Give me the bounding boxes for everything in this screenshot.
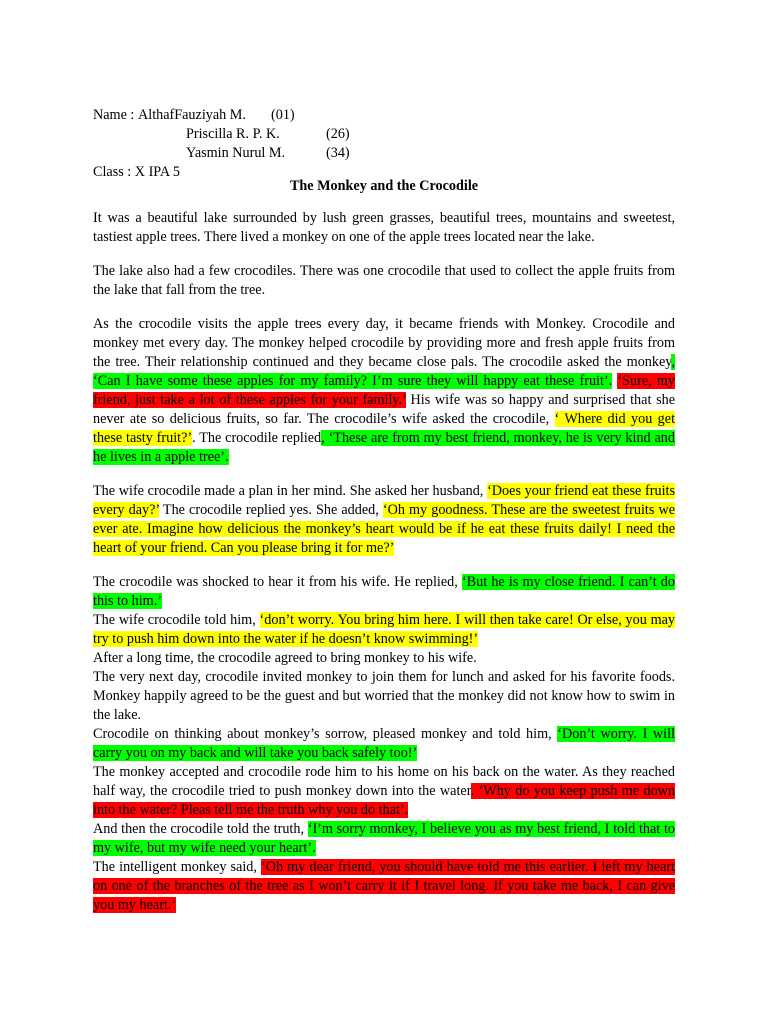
header-line-3 bbox=[93, 125, 675, 161]
member-name-1: AlthafFauziyah M. bbox=[138, 107, 246, 123]
paragraph bbox=[93, 820, 675, 858]
red-highlight: . ‘Why do you keep push me down into the water? Pleas tell me the truth why you do that’. bbox=[93, 783, 675, 818]
header-line-1 bbox=[93, 87, 675, 123]
paragraph bbox=[93, 611, 675, 649]
text-segment: The lake also had a few crocodiles. There was one crocodile that used to collect the apple fruits from the lake that fall from the tree. bbox=[93, 263, 675, 298]
paragraph bbox=[93, 262, 675, 300]
paragraph bbox=[93, 763, 675, 820]
document-title: The Monkey and the Crocodile bbox=[289, 178, 479, 194]
member-name-3: Yasmin Nurul M. bbox=[186, 145, 286, 161]
text-segment: As the crocodile visits the apple trees every day, it became friends with Monkey. Crocodile and monkey met every day. The monkey helped crocodile by providing more and fresh apple fruits from the tree. Their relationship continued and they became close pals. The crocodile asked the monkey bbox=[93, 316, 675, 370]
green-highlight: ‘Don’t worry. I will carry you on my back and will take you back safely too!’ bbox=[93, 726, 675, 761]
text-segment: The wife crocodile made a plan in her mind. She asked her husband, bbox=[93, 483, 488, 499]
text-segment: His wife was so happy and surprised that she never ate so delicious fruits, so far. The crocodile’s wife asked the crocodile, bbox=[93, 392, 675, 427]
member-number-1: (01) bbox=[271, 107, 295, 123]
member-number-2: (26) bbox=[326, 126, 350, 142]
green-highlight: , ‘Can I have some these apples for my family? I’m sure they will happy eat these fruit’. bbox=[93, 354, 675, 389]
text-segment: And then the crocodile told the truth, bbox=[93, 821, 308, 837]
paragraph bbox=[93, 725, 675, 763]
member-number-3: (34) bbox=[326, 145, 350, 161]
paragraph bbox=[93, 858, 675, 915]
text-segment: The very next day, crocodile invited monkey to join them for lunch and asked for his favorite foods. Monkey happily agreed to be the guest and but worried that the monkey did not know how to swim in the lake. bbox=[93, 669, 675, 723]
paragraph bbox=[93, 482, 675, 558]
paragraph bbox=[93, 649, 675, 668]
class-text: Class : X IPA 5 bbox=[93, 164, 180, 180]
yellow-highlight: ‘don’t worry. You bring him here. I will then take care! Or else, you may try to push him down into the water if he doesn’t know swimming!’ bbox=[93, 612, 675, 647]
member-name-2: Priscilla R. P. K. bbox=[186, 126, 280, 142]
name-label: Name : bbox=[93, 107, 138, 123]
paragraph bbox=[93, 209, 675, 247]
yellow-highlight: ‘Does your friend eat these fruits every day?’ bbox=[93, 483, 676, 518]
paragraph bbox=[93, 668, 675, 725]
red-highlight: ‘Oh my dear friend, you should have told me this earlier. I left my heart on one of the branches of the tree as I won’t carry it if I travel long. If you take me back, I can give you my heart.’ bbox=[93, 859, 675, 913]
text-segment: Crocodile on thinking about monkey’s sorrow, pleased monkey and told him, bbox=[93, 726, 558, 742]
story-body bbox=[93, 209, 675, 915]
text-segment: The crocodile was shocked to hear it from his wife. He replied, bbox=[93, 574, 462, 590]
text-segment: It was a beautiful lake surrounded by lush green grasses, beautiful trees, mountains and sweetest, tastiest apple trees. There lived a monkey on one of the apple trees located near the lake. bbox=[93, 210, 675, 245]
green-highlight: , ‘These are from my best friend, monkey, he is very kind and he lives in a apple tree’. bbox=[93, 430, 675, 465]
yellow-highlight: ‘Oh my goodness. These are the sweetest fruits we ever ate. Imagine how delicious the monkey’s heart would be if he eat these fruits daily! I need the heart of your friend. Can you please bring it for me?’ bbox=[93, 502, 675, 556]
paragraph bbox=[93, 315, 675, 467]
green-highlight: ‘But he is my close friend. I can’t do this to him.’ bbox=[93, 574, 675, 609]
yellow-highlight: ‘ Where did you get these tasty fruit?’ bbox=[93, 411, 676, 446]
text-segment: The wife crocodile told him, bbox=[93, 612, 260, 628]
green-highlight: ‘I’m sorry monkey, I believe you as my best friend, I told that to my wife, but my wife need your heart’. bbox=[93, 821, 675, 856]
class-line bbox=[93, 144, 675, 180]
red-highlight: ‘Sure, my friend, just take a lot of these apples for your family.’ bbox=[93, 373, 676, 408]
text-segment: . The crocodile replied bbox=[192, 430, 322, 446]
text-segment: The crocodile replied yes. She added, bbox=[159, 502, 383, 518]
text-segment: The intelligent monkey said, bbox=[93, 859, 261, 875]
header-line-2 bbox=[93, 106, 675, 142]
text-segment: The monkey accepted and crocodile rode him to his home on his back on the water. As they reached half way, the crocodile tried to push monkey down into the water bbox=[93, 764, 675, 799]
paragraph bbox=[93, 573, 675, 611]
text-segment: After a long time, the crocodile agreed to bring monkey to his wife. bbox=[93, 650, 477, 666]
